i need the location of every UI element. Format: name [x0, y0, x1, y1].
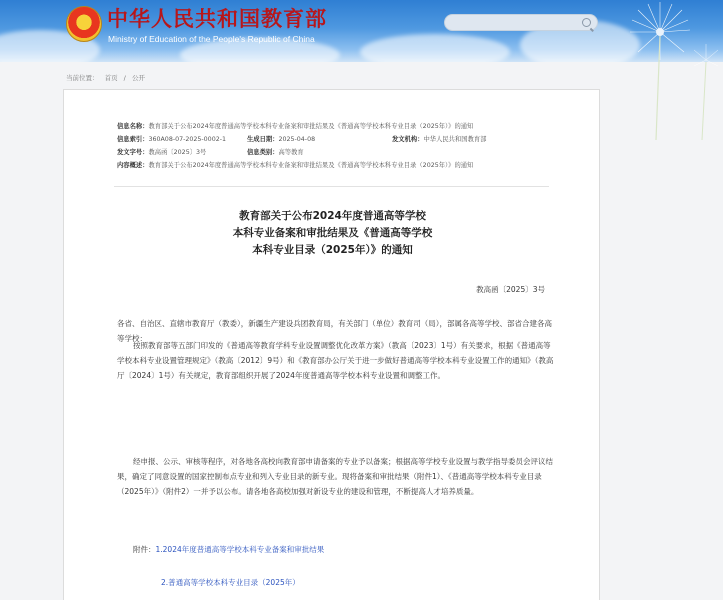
search-input[interactable] [444, 14, 598, 31]
meta-label: 生成日期： [247, 136, 279, 143]
divider [114, 186, 549, 187]
meta-label: 信息类别： [247, 149, 279, 156]
title-line: 教育部关于公布2024年度普通高等学校 [239, 210, 426, 222]
metadata-block [117, 120, 587, 172]
meta-value: 教育部关于公布2024年度普通高等学校本科专业备案和审批结果及《普通高等学校本科专业目录（2025年）》的通知 [148, 123, 474, 130]
meta-label: 内容概述： [117, 162, 149, 169]
meta-label: 信息名称： [117, 123, 149, 130]
title-line: 本科专业备案和审批结果及《普通高等学校 [232, 227, 433, 239]
document-number: 教高函〔2025〕3号 [476, 285, 545, 294]
title-line: 本科专业目录（2025年）》的通知 [252, 244, 413, 256]
star-icon: ★ [79, 13, 89, 26]
breadcrumb [66, 72, 149, 84]
meta-value: 中华人民共和国教育部 [423, 136, 487, 143]
meta-value: 2025-04-08 [278, 136, 316, 143]
meta-label: 发文机构： [392, 136, 424, 143]
meta-value: 360A08-07-2025-0002-1 [148, 136, 226, 143]
meta-value: 高等教育 [278, 149, 304, 156]
meta-row-index [117, 133, 587, 146]
meta-value: 教高函〔2025〕3号 [148, 149, 207, 156]
breadcrumb-item-public[interactable]: 公开 [131, 74, 145, 82]
meta-label: 信息索引： [117, 136, 149, 143]
body-paragraph-basis: 按照教育部等五部门印发的《普通高等教育学科专业设置调整优化改革方案》（教高〔2023〕1号）有关要求，根据《普通高等学校本科专业设置管理规定》（教高〔2012〕9号）和《教育部办公厅关于进一步做好普通高等学校本科专业设置工作的通知》（教高厅〔2024〕1号）有关规定，教育部组织开展了2024年度普通高等学校本科专业设置和调整工作。 [117, 341, 554, 380]
meta-row-summary [117, 159, 587, 172]
meta-value: 教育部关于公布2024年度普通高等学校本科专业备案和审批结果及《普通高等学校本科专业目录（2025年）》的通知 [148, 162, 474, 169]
meta-label: 发文字号： [117, 149, 149, 156]
breadcrumb-separator: / [123, 74, 126, 82]
site-subtitle: Ministry of Education of the People's Republic of China [108, 34, 315, 44]
cloud-decoration [360, 34, 510, 62]
document-title [64, 208, 601, 259]
meta-row-info-name [117, 120, 587, 133]
meta-row-doc-number [117, 146, 587, 159]
breadcrumb-prefix: 当前位置： [66, 74, 99, 82]
attachments-label: 附件： [133, 545, 156, 554]
site-title[interactable]: 中华人民共和国教育部 [107, 6, 327, 31]
national-emblem-icon[interactable] [66, 6, 102, 42]
attachment-link-2[interactable]: 2.普通高等学校本科专业目录（2025年） [161, 578, 300, 587]
attachment-line-2 [161, 576, 300, 590]
search-icon[interactable] [582, 18, 591, 27]
header-banner [0, 0, 723, 62]
breadcrumb-item-home[interactable]: 首页 [104, 74, 118, 82]
body-paragraph-results: 经申报、公示、审核等程序，对各地各高校向教育部申请备案的专业予以备案；根据高等学校专业设置与教学指导委员会评议结果，确定了同意设置的国家控制布点专业和列入专业目录的新专业。现将备案和审批结果（附件1）、《普通高等学校本科专业目录（2025年）》（附件2）一并予以公布。请各地各高校加强对新设专业的建设和管理，不断提高人才培养质量。 [117, 457, 553, 496]
attachment-line-1 [133, 543, 324, 557]
body-paragraph-recipients: 各省、自治区、直辖市教育厅（教委），新疆生产建设兵团教育局，有关部门（单位）教育司（局），部属各高等学校、部省合建各高等学校： [117, 319, 552, 343]
content-panel [63, 89, 600, 600]
attachment-link-1[interactable]: 1.2024年度普通高等学校本科专业备案和审批结果 [155, 545, 325, 554]
